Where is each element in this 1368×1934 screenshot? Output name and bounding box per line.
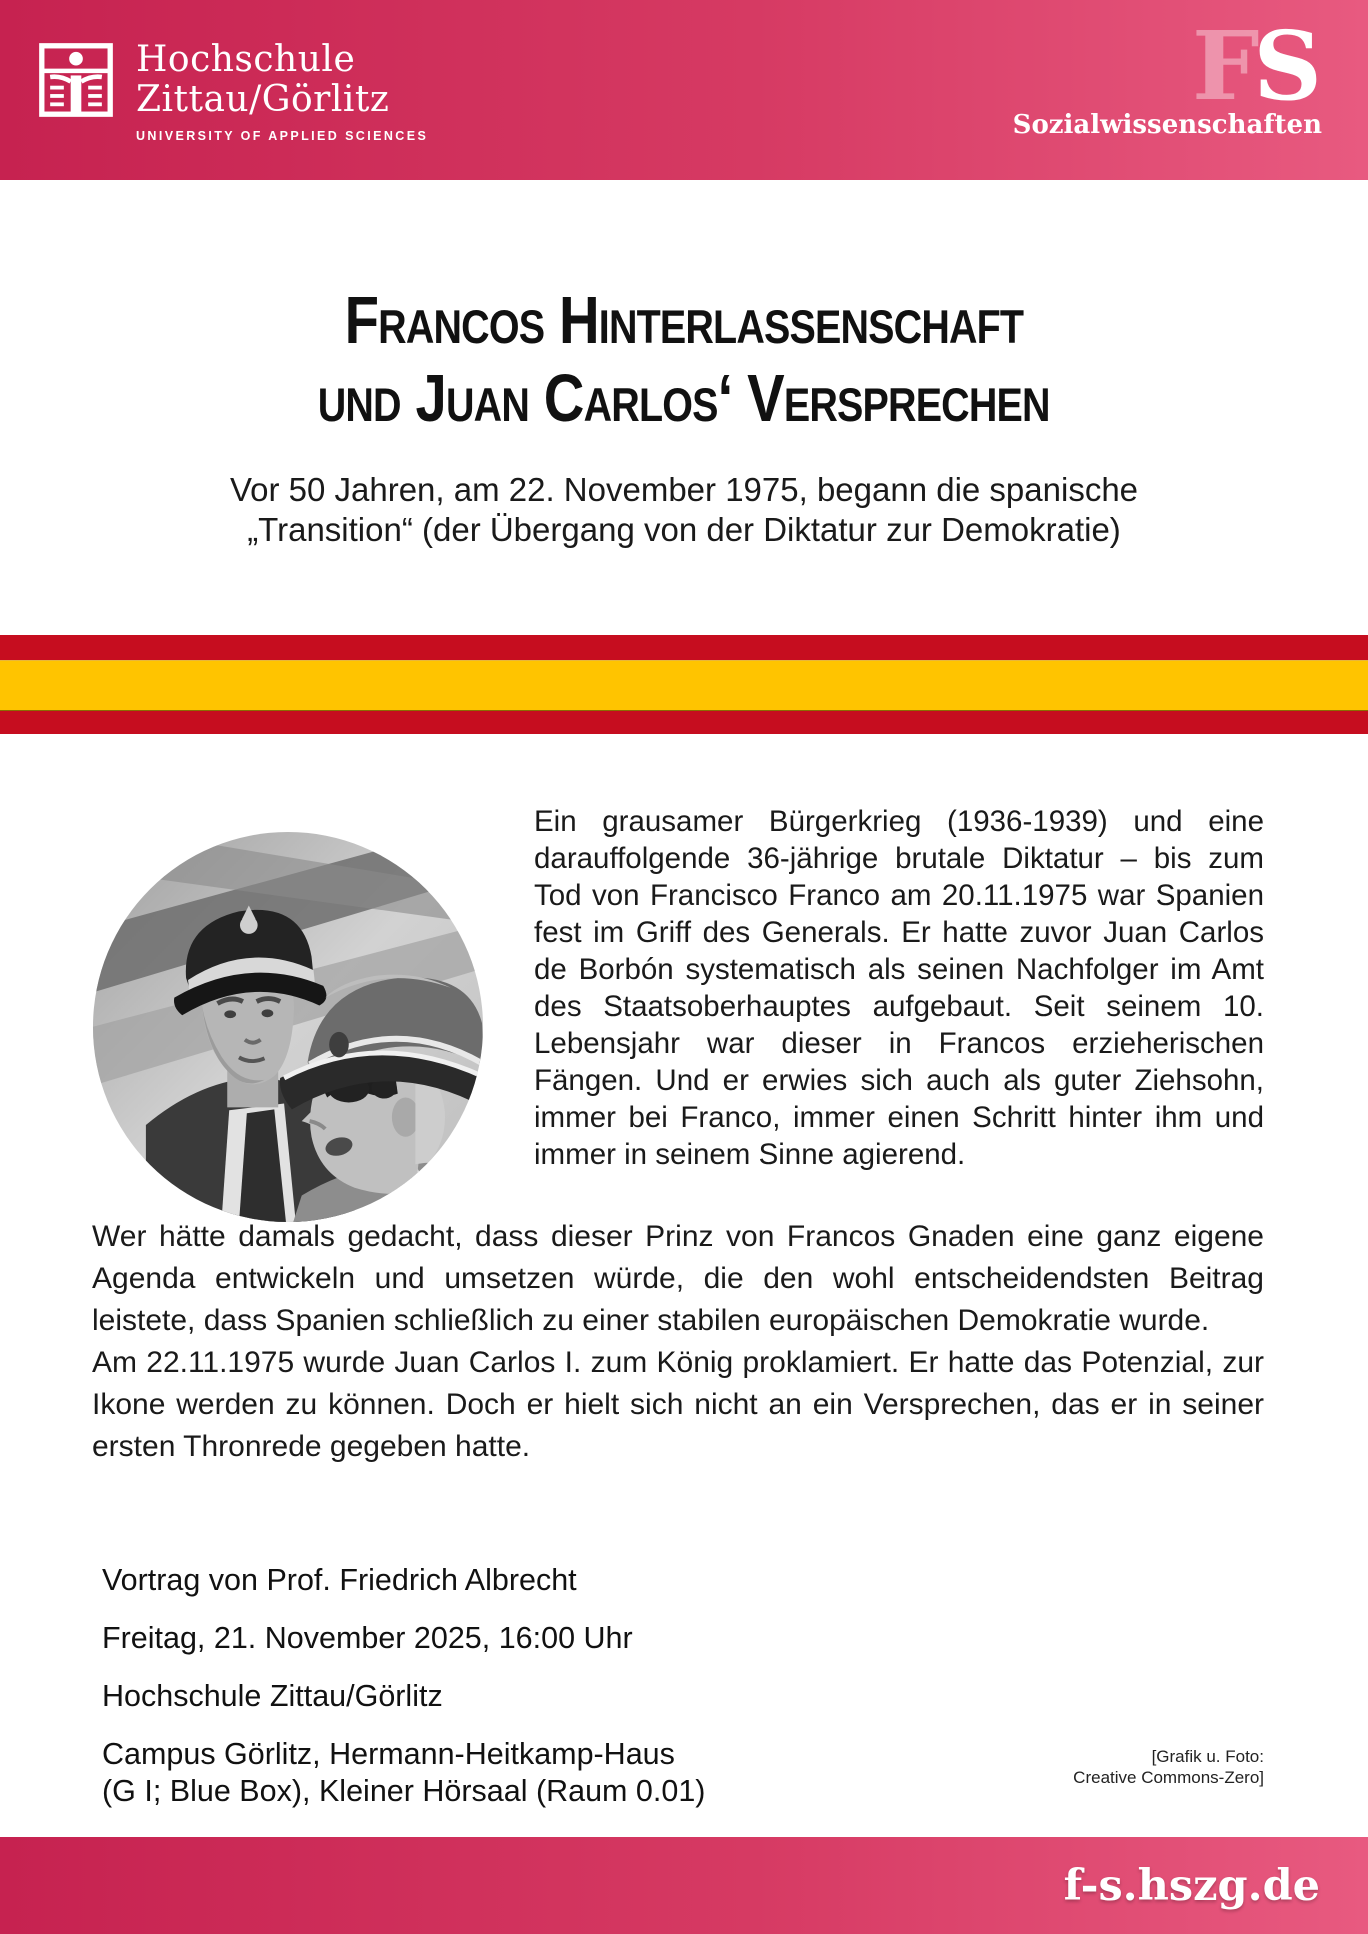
poster-subtitle — [0, 470, 1368, 550]
event-institution: Hochschule Zittau/Görlitz — [102, 1679, 443, 1713]
franco-juan-carlos-photo-image — [92, 831, 484, 1223]
event-speaker: Vortrag von Prof. Friedrich Albrecht — [102, 1563, 577, 1597]
flag-stripe-red-top — [0, 635, 1368, 660]
footer-bar — [0, 1837, 1368, 1934]
flag-stripe-yellow — [0, 660, 1368, 711]
subtitle-line-2: „Transition“ (der Übergang von der Diktatur zur Demokratie) — [247, 511, 1121, 548]
event-details — [102, 1562, 705, 1810]
article-full-width — [92, 1216, 1264, 1468]
poster-title — [0, 282, 1368, 438]
event-location-line1: Campus Görlitz, Hermann-Heitkamp-Haus — [102, 1737, 675, 1771]
image-credit-line2: Creative Commons-Zero] — [1073, 1768, 1264, 1787]
faculty-abbr-s: S — [1253, 11, 1322, 122]
article-paragraph-1: Ein grausamer Bürgerkrieg (1936-1939) und eine darauffolgende 36-jährige brutale Diktatur – bis zum Tod von Francisco Franco am 20.11.1975 war Spanien fest im Griff des Generals. Er hatte zuvor Juan Carlos de Borbón systematisch als seinen Nachfolger im Amt des Staatsoberhauptes aufgebaut. Seit seinem 10. Lebensjahr war dieser in Francos erzieherischen Fängen. Und er erwies sich auch als guter Ziehsohn, immer bei Franco, immer einen Schritt hinter ihm und immer in seinem Sinne agierend. — [534, 805, 1264, 1171]
faculty-abbr-f: F — [1191, 11, 1260, 122]
article-paragraph-2: Wer hätte damals gedacht, dass dieser Prinz von Francos Gnaden eine ganz eigene Agenda entwickeln und umsetzen würde, die den wohl entscheidendsten Beitrag leistete, dass Spanien schließlich zu einer stabilen europäischen Demokratie wurde. — [92, 1220, 1264, 1337]
title-line-2: und Juan Carlos‘ Versprechen — [318, 361, 1050, 436]
faculty-abbr — [1013, 11, 1322, 122]
university-brand — [38, 40, 428, 143]
faculty-website-link[interactable]: f-s.hszg.de — [1063, 1860, 1320, 1911]
header-bar — [0, 0, 1368, 180]
flag-stripe-red-bottom — [0, 711, 1368, 734]
event-location-line2: (G I; Blue Box), Kleiner Hörsaal (Raum 0.01) — [102, 1774, 706, 1808]
faculty-label: Sozialwissenschaften — [1012, 110, 1322, 140]
university-name-line2: Zittau/Görlitz — [136, 79, 390, 120]
university-wordmark — [136, 40, 428, 143]
image-credit-line1: [Grafik u. Foto: — [1151, 1747, 1264, 1766]
hochschule-logo-icon — [38, 42, 114, 118]
article-paragraph-3: Am 22.11.1975 wurde Juan Carlos I. zum König proklamiert. Er hatte das Potenzial, zur Ikone werden zu können. Doch er hielt sich nicht an ein Versprechen, das er in seiner ersten Thronrede gegeben hatte. — [92, 1346, 1264, 1463]
spanish-flag-band — [0, 635, 1368, 734]
franco-juan-carlos-photo — [92, 831, 484, 1223]
subtitle-line-1: Vor 50 Jahren, am 22. November 1975, begann die spanische — [229, 471, 1139, 508]
university-name-line1: Hochschule — [136, 39, 356, 80]
image-credit — [1073, 1746, 1264, 1788]
faculty-logo — [1012, 11, 1322, 140]
title-line-1: Francos Hinterlassenschaft — [344, 283, 1024, 358]
university-tagline: UNIVERSITY OF APPLIED SCIENCES — [136, 129, 429, 143]
article-lead-row — [92, 803, 1264, 1223]
event-datetime: Freitag, 21. November 2025, 16:00 Uhr — [102, 1621, 633, 1655]
